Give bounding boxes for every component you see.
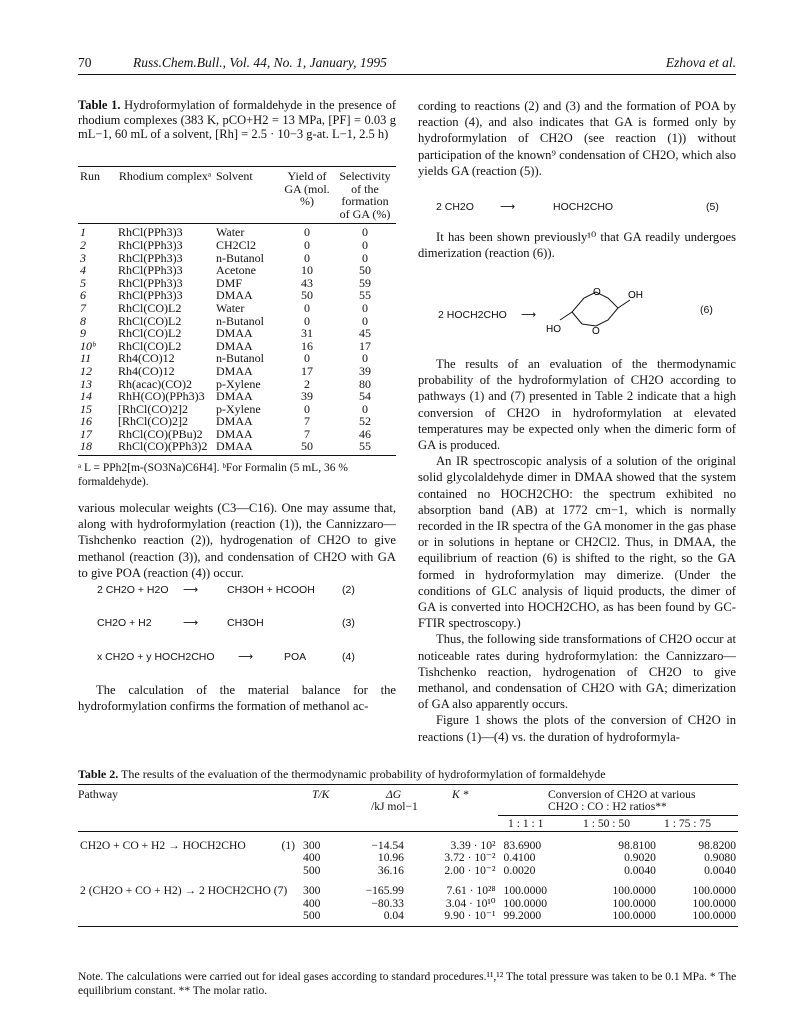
equation-6-left: 2 HOCH2CHO	[438, 309, 507, 321]
table1-top-rule	[78, 166, 396, 167]
t1-cell-yield: 10	[301, 263, 313, 278]
page-number: 70	[78, 55, 92, 70]
right-paragraphs	[418, 356, 736, 745]
equation-5-number: (5)	[706, 201, 719, 213]
t1-cell-selectivity: 45	[359, 326, 371, 341]
t2-cell-ratio-1: 99.2000	[503, 909, 542, 923]
t2-cell-dg: −14.54	[371, 839, 404, 852]
t2-header-ratio-2: 1 : 50 : 50	[583, 817, 631, 830]
table-row	[78, 865, 738, 877]
table-row	[78, 264, 396, 277]
t1-cell-complex: Rh4(CO)12	[118, 363, 175, 378]
table-row	[78, 910, 738, 922]
t1-cell-solvent: Acetone	[216, 263, 256, 278]
t1-cell-solvent: DMAA	[216, 363, 253, 378]
t1-cell-yield: 0	[304, 313, 310, 328]
t1-cell-complex: RhCl(PPh3)3	[118, 263, 183, 278]
t2-cell-temperature: 300	[303, 839, 321, 852]
t1-cell-complex: RhH(CO)(PPh3)3	[118, 389, 205, 404]
right-paragraph-2: It has been shown previously¹⁰ that GA readily undergoes dimerization (reaction (6)).	[418, 230, 736, 261]
table-row	[78, 239, 396, 252]
equation-2-number: (2)	[342, 584, 355, 596]
t2-cell-dg: 36.16	[377, 863, 404, 877]
t1-cell-selectivity: 59	[359, 275, 371, 290]
t2-cell-k: 9.90 · 10⁻¹	[444, 909, 496, 923]
t2-header-ratios: CH2O : CO : H2 ratios**	[548, 800, 667, 813]
table-row	[78, 327, 396, 340]
t2-cell-ratio-2: 100.0000	[612, 896, 656, 910]
t2-header-k: K *	[452, 788, 469, 801]
t2-cell-k: 3.72 · 10⁻²	[444, 851, 496, 865]
t1-cell-yield: 0	[304, 300, 310, 315]
t2-cell-pathway	[78, 877, 297, 897]
table1-footnote: ᵃ L = PPh2[m-(SO3Na)C6H4]. ᵇFor Formalin (5 mL, 36 % formaldehyde).	[78, 462, 348, 488]
t1-cell-selectivity: 55	[359, 288, 371, 303]
table-row	[78, 365, 396, 378]
t1-cell-run: 3	[80, 250, 86, 265]
t2-cell-ratio-2: 100.0000	[612, 909, 656, 923]
t2-header-conversion: Conversion of CH2O at various	[548, 788, 696, 801]
t1-cell-complex: Rh(acac)(CO)2	[118, 376, 192, 391]
t1-cell-selectivity: 0	[362, 237, 368, 252]
t1-cell-run: 18	[80, 439, 92, 454]
t1-cell-complex: RhCl(PPh3)3	[118, 225, 183, 240]
t1-cell-yield: 2	[304, 376, 310, 391]
table-row	[78, 440, 396, 453]
equation-6-number: (6)	[700, 304, 713, 316]
equation-3-right: CH3OH	[227, 617, 264, 629]
pathway-equation: 2 (CH2O + CO + H2) → 2 HOCH2CHO (7)	[80, 884, 288, 898]
table1-body	[78, 226, 396, 453]
t2-cell-ratio-2: 0.0040	[624, 863, 656, 877]
right-paragraph-5: Thus, the following side transformations of CH2O occur at noticeable rates during hydroformylation: the Cannizzaro—Tishchenko reaction, hydrogenation of CH2O to give methanol, and condensation of CH2O with GA; dimerization of GA also apparently occurs.	[418, 632, 736, 712]
t2-cell-ratio-3: 100.0000	[692, 909, 736, 923]
table1	[78, 166, 396, 456]
equation-2-right: CH3OH + HCOOH	[227, 584, 315, 596]
t2-cell-temperature: 300	[303, 884, 321, 898]
t1-cell-solvent: DMAA	[216, 439, 253, 454]
t1-cell-selectivity: 54	[359, 389, 371, 404]
t1-cell-selectivity: 52	[359, 414, 371, 429]
t1-cell-complex: RhCl(CO)L2	[118, 300, 182, 315]
t2-cell-temperature: 400	[303, 896, 321, 910]
table-row	[78, 877, 738, 897]
reaction-arrow: ⟶	[238, 651, 254, 663]
table2-body	[78, 840, 738, 922]
t1-cell-selectivity: 0	[362, 250, 368, 265]
t1-cell-selectivity: 39	[359, 363, 371, 378]
t2-cell-temperature: 400	[303, 851, 321, 865]
t2-cell-dg: −80.33	[371, 896, 404, 910]
t1-cell-solvent: p-Xylene	[216, 376, 261, 391]
t1-cell-yield: 50	[301, 288, 313, 303]
t1-cell-yield: 50	[301, 439, 313, 454]
t1-cell-run: 2	[80, 237, 86, 252]
t1-cell-solvent: CH2Cl2	[216, 237, 257, 252]
t1-cell-selectivity: 17	[359, 338, 371, 353]
t2-cell-ratio-3: 0.9080	[704, 851, 736, 865]
table-row	[78, 415, 396, 428]
t1-cell-yield: 7	[304, 426, 310, 441]
t2-cell-pathway	[78, 865, 297, 877]
t1-cell-run: 17	[80, 426, 92, 441]
t1-cell-run: 7	[80, 300, 86, 315]
t2-header-tk: T/K	[312, 788, 330, 801]
t1-cell-complex: RhCl(PPh3)3	[118, 250, 183, 265]
t1-cell-run: 15	[80, 401, 92, 416]
right-paragraph-6: Figure 1 shows the plots of the conversion of CH2O in reactions (1)—(4) vs. the duration of hydroformyla-	[418, 713, 736, 744]
t2-cell-k: 7.61 · 10²⁸	[446, 884, 496, 898]
t1-cell-run: 8	[80, 313, 86, 328]
equation-4-number: (4)	[342, 651, 355, 663]
t2-header-ratio-1: 1 : 1 : 1	[508, 817, 544, 830]
t1-cell-solvent: DMAA	[216, 288, 253, 303]
t1-cell-solvent: Water	[216, 225, 245, 240]
t1-cell-solvent: DMAA	[216, 426, 253, 441]
t1-cell-yield: 0	[304, 401, 310, 416]
table-row	[78, 852, 738, 864]
t2-cell-k: 3.04 · 10¹⁰	[445, 896, 496, 910]
t1-cell-solvent: n-Butanol	[216, 351, 264, 366]
t1-cell-yield: 39	[301, 389, 313, 404]
t2-cell-ratio-3: 0.0040	[704, 863, 736, 877]
author-line: Ezhova et al.	[665, 55, 736, 70]
t1-cell-yield: 0	[304, 351, 310, 366]
t1-cell-solvent: DMF	[216, 275, 243, 290]
t2-header-dg: ΔG	[386, 788, 402, 801]
t2-cell-dg: 10.96	[377, 851, 404, 865]
equation-3-left: CH2O + H2	[97, 617, 152, 629]
t2-cell-k: 3.39 · 10²	[450, 839, 496, 852]
t2-cell-pathway	[78, 910, 297, 922]
reaction-arrow: ⟶	[500, 201, 516, 213]
table1-caption-label: Table 1.	[78, 98, 121, 112]
t2-header-ratio-3: 1 : 75 : 75	[664, 817, 712, 830]
t1-cell-solvent: n-Butanol	[216, 250, 264, 265]
left-paragraph-2: The calculation of the material balance for the hydroformylation confirms the formation of methanol ac-	[78, 683, 396, 714]
t1-cell-solvent: p-Xylene	[216, 401, 261, 416]
t1-cell-solvent: DMAA	[216, 414, 253, 429]
equation-4-right: POA	[284, 651, 307, 663]
t2-header-dg-units: /kJ mol−1	[371, 800, 418, 813]
left-paragraph-1: various molecular weights (C3—C16). One may assume that, along with hydroformylation (reaction (1)), the Cannizzaro—Tishchenko reaction (2)), hydrogenation of CH2O to give methanol (reaction (3)), and condensation of CH2O with GA to give POA (reaction (4)) occur.	[78, 501, 396, 580]
t1-cell-yield: 43	[301, 275, 313, 290]
t1-cell-yield: 17	[301, 363, 313, 378]
t2-cell-dg: −165.99	[365, 884, 404, 898]
glycolaldehyde-dimer-structure	[548, 278, 658, 338]
t1-cell-solvent: Water	[216, 300, 245, 315]
table2-caption-label: Table 2.	[78, 767, 119, 781]
oh-group: OH	[628, 290, 643, 301]
t1-cell-run: 13	[80, 376, 92, 391]
equation-5-left: 2 CH2O	[436, 201, 474, 213]
t1-cell-complex: RhCl(PPh3)3	[118, 275, 183, 290]
table1-caption-text: Hydroformylation of formaldehyde in the presence of rhodium complexes (383 K, pCO+H2 = 13 MPa, [PF] = 0.03 g mL−1, 60 mL of a solvent, [Rh] = 2.5 · 10−3 g-at. L−1, 2.5 h)	[78, 98, 396, 141]
t2-subheader-rule	[498, 815, 738, 816]
t1-cell-selectivity: 0	[362, 351, 368, 366]
table2-bottom-rule	[78, 926, 738, 927]
t2-cell-ratio-1: 0.4100	[503, 851, 536, 865]
header-rule	[78, 74, 736, 75]
t1-cell-complex: RhCl(PPh3)3	[118, 237, 183, 252]
t1-cell-yield: 0	[304, 237, 310, 252]
t2-cell-ratio-1: 100.0000	[503, 896, 547, 910]
t1-cell-solvent: DMAA	[216, 338, 253, 353]
t1-cell-complex: RhCl(CO)(PBu)2	[118, 426, 203, 441]
t1-cell-run: 9	[80, 326, 86, 341]
table2-header-rule	[78, 831, 738, 832]
t1-cell-run: 10ᵇ	[80, 338, 96, 353]
t2-cell-pathway	[78, 852, 297, 864]
table2	[78, 784, 738, 927]
t2-cell-temperature: 500	[303, 909, 321, 923]
reaction-arrow: ⟶	[521, 309, 537, 321]
table-row	[78, 302, 396, 315]
t2-cell-pathway	[78, 898, 297, 910]
t1-cell-complex: Rh4(CO)12	[118, 351, 175, 366]
t1-cell-selectivity: 0	[362, 401, 368, 416]
t2-cell-temperature: 500	[303, 863, 321, 877]
t2-cell-ratio-3: 98.8200	[698, 839, 736, 852]
table2-header	[78, 785, 738, 831]
t1-cell-complex: [RhCl(CO)2]2	[118, 414, 188, 429]
t1-cell-complex: RhCl(CO)(PPh3)2	[118, 439, 208, 454]
t2-cell-ratio-2: 0.9020	[624, 851, 656, 865]
t2-cell-ratio-2: 100.0000	[612, 884, 656, 898]
t2-cell-ratio-3: 100.0000	[692, 896, 736, 910]
t1-cell-yield: 7	[304, 414, 310, 429]
equation-5-right: HOCH2CHO	[553, 201, 614, 213]
t1-header-yield: Yield of GA (mol. %)	[284, 169, 330, 209]
t1-cell-selectivity: 55	[359, 439, 371, 454]
t1-cell-yield: 0	[304, 250, 310, 265]
t1-cell-solvent: DMAA	[216, 326, 253, 341]
t1-cell-selectivity: 0	[362, 300, 368, 315]
table1-header-rule	[78, 223, 396, 224]
t1-cell-complex: RhCl(CO)L2	[118, 338, 182, 353]
t2-cell-dg: 0.04	[383, 909, 404, 923]
t1-header-complex: Rhodium complexᵃ	[118, 169, 212, 183]
t2-cell-ratio-1: 0.0020	[503, 863, 536, 877]
right-paragraph-3: The results of an evaluation of the thermodynamic probability of the hydroformylation of CH2O according to pathways (1) and (7) presented in Table 2 indicate that a high conversion of CH2O in hydroformylation at elevated temperatures may be expected only when the dimeric form of GA is produced.	[418, 357, 736, 453]
t1-cell-solvent: DMAA	[216, 389, 253, 404]
t2-cell-ratio-3: 100.0000	[692, 884, 736, 898]
t1-cell-run: 4	[80, 263, 86, 278]
t1-header-selectivity: Selectivity of the formation of GA (%)	[339, 169, 391, 221]
t1-cell-run: 1	[80, 225, 86, 240]
t1-cell-yield: 0	[304, 225, 310, 240]
journal-citation: Russ.Chem.Bull., Vol. 44, No. 1, January, 1995	[133, 55, 387, 70]
ring-o-top: O	[593, 287, 601, 298]
t1-cell-run: 6	[80, 288, 86, 303]
equation-4-left: x CH2O + y HOCH2CHO	[97, 651, 215, 663]
table1-bottom-rule	[78, 455, 396, 456]
t1-cell-run: 16	[80, 414, 92, 429]
t2-header-pathway: Pathway	[78, 788, 118, 801]
t1-cell-selectivity: 0	[362, 225, 368, 240]
t2-cell-ratio-2: 98.8100	[618, 839, 656, 852]
t1-cell-yield: 16	[301, 338, 313, 353]
t1-cell-yield: 31	[301, 326, 313, 341]
t2-cell-ratio-1: 83.6900	[503, 839, 542, 852]
t1-cell-solvent: n-Butanol	[216, 313, 264, 328]
t2-cell-pathway	[78, 840, 297, 852]
t1-header-run: Run	[80, 169, 101, 183]
right-paragraph-4: An IR spectroscopic analysis of a solution of the original solid glycolaldehyde dimer in DMAA showed that the system contained no HOCH2CHO: the spectrum exhibited no absorption band (AB) at 1772 cm−1, which is normally recorded in the IR spectra of the GA monomer in the gas phase or in solutions in heptane or CH2Cl2. Thus, in DMAA, the equilibrium of reaction (6) is shifted to the right, so the GA formed in hydroformylation may dimerize. (Under the conditions of GLC analysis of liquid products, the dimer of GA is converted into HOCH2CHO, as has been found by GC-FTIR spectroscopy.)	[418, 454, 736, 631]
t1-cell-complex: RhCl(CO)L2	[118, 326, 182, 341]
t1-cell-selectivity: 80	[359, 376, 371, 391]
ho-group: HO	[546, 324, 561, 335]
t1-cell-run: 5	[80, 275, 86, 290]
table2-caption-text: The results of the evaluation of the thermodynamic probability of hydroformylation of formaldehyde	[121, 767, 606, 781]
equation-2-left: 2 CH2O + H2O	[97, 584, 169, 596]
table2-note: Note. The calculations were carried out for ideal gases according to standard procedures.¹¹,¹² The total pressure was taken to be 0.1 MPa. * The equilibrium constant. ** The molar ratio.	[78, 971, 737, 997]
reaction-arrow: ⟶	[183, 617, 199, 629]
t1-cell-complex: RhCl(PPh3)3	[118, 288, 183, 303]
t1-header-solvent: Solvent	[216, 169, 253, 183]
pathway-equation: CH2O + CO + H2 → HOCH2CHO	[80, 839, 246, 852]
t1-cell-complex: [RhCl(CO)2]2	[118, 401, 188, 416]
t1-cell-complex: RhCl(CO)L2	[118, 313, 182, 328]
right-paragraph-1: cording to reactions (2) and (3) and the formation of POA by reaction (4), and also indicates that GA is formed only by hydroformylation of CH2O (see reaction (1)) without participation of the known⁹ condensation of CH2O, which also yields GA (reaction (5)).	[418, 99, 736, 178]
ring-o-bottom: O	[592, 326, 600, 337]
t1-cell-run: 11	[80, 351, 92, 366]
t2-cell-ratio-1: 100.0000	[503, 884, 547, 898]
reaction-arrow: ⟶	[183, 584, 199, 596]
t1-cell-selectivity: 50	[359, 263, 371, 278]
t1-cell-run: 12	[80, 363, 92, 378]
t1-cell-selectivity: 46	[359, 426, 371, 441]
t1-cell-selectivity: 0	[362, 313, 368, 328]
table1-caption	[78, 98, 396, 142]
table2-caption	[78, 767, 738, 782]
equation-3-number: (3)	[342, 617, 355, 629]
t2-cell-k: 2.00 · 10⁻²	[444, 863, 496, 877]
pathway-number: (1)	[281, 839, 296, 852]
table-row	[78, 390, 396, 403]
t1-cell-run: 14	[80, 389, 92, 404]
